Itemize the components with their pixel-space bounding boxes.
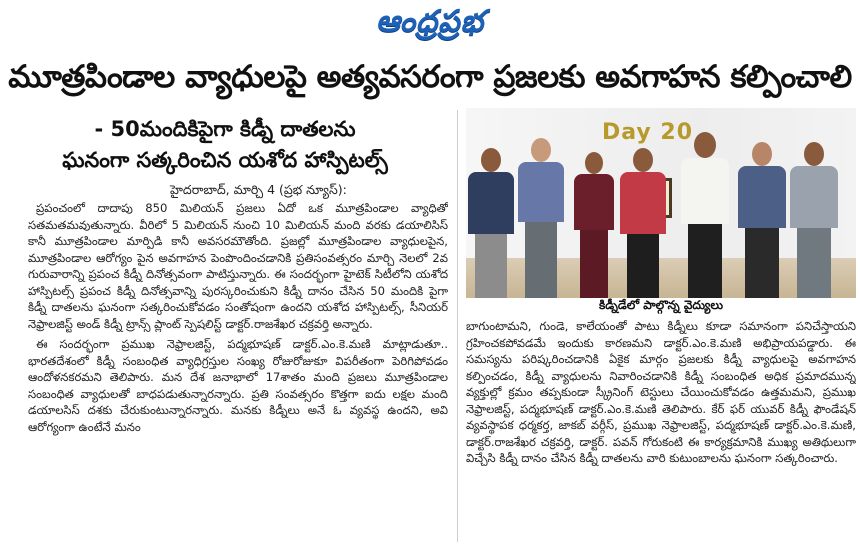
article-right-column bbox=[466, 318, 856, 544]
newspaper-logo: ఆంధ్రప్రభ bbox=[375, 4, 485, 39]
person-figure bbox=[680, 132, 730, 298]
paragraph: బాగుంటామని, గుండె, కాలేయంతో పాటు కిడ్నీలు కూడా సమానంగా పనిచేస్తాయని గ్రహించకపోవడమే ఇందుకు కారణమని డాక్టర్.ఎం.కె.మణి అభిప్రాయపడ్డారు. ఈ సమస్యను పరిష్కరించడానికి ఏకైక మార్గం ప్రజలకు కిడ్నీ వ్యాధులపై అవగాహన కల్పించడం, కిడ్నీ వ్యాధులను నివారించడానికి కిడ్నీ సంబంధిత అధిక ప్రమాదమున్న వ్యక్తుల్లో క్రమం తప్పకుండా స్క్రీనింగ్ టెస్టులు చేయించుకోవడం ఉత్తమమని, ప్రముఖ నెఫ్రాలజిస్ట్, పద్మభూషణ్ డాక్టర్.ఎం.కె.మణి తెలిపారు. కేర్ ఫర్ యువర్ కిడ్నీ ఫౌండేషన్ వ్యవస్థాపక ధర్మకర్త, జాకబ్ వర్గీస్, ప్రముఖ నెఫ్రాలజిస్ట్, పద్మభూషణ్ డాక్టర్.ఎం.కె.మణి, డాక్టర్.రాజశేఖర చక్రవర్తి, డాక్టర్. పవన్ గోరుకంటి ఈ కార్యక్రమానికి ముఖ్య అతిథులుగా విచ్చేసి కిడ్నీ దానం చేసిన కిడ్నీ దాతలను వారి కుటుంబాలను ఘనంగా సత్కరించారు. bbox=[466, 319, 856, 465]
masthead bbox=[0, 0, 860, 50]
person-figure bbox=[466, 148, 516, 298]
column-divider bbox=[457, 110, 458, 542]
article-left-column bbox=[28, 200, 448, 544]
article-headline: మూత్రపిండాల వ్యాధులపై అత్యవసరంగా ప్రజలకు అవగాహన కల్పించాలి bbox=[8, 58, 852, 95]
photo-caption: కిడ్నీడేలో పాల్గొన్న వైద్యులు bbox=[598, 298, 724, 312]
subhead-line-1: - 50మందికిపైగా కిడ్నీ దాతలను bbox=[94, 117, 356, 141]
person-figure bbox=[736, 142, 788, 298]
person-figure bbox=[618, 148, 668, 298]
article-subhead bbox=[0, 114, 450, 176]
paragraph: ఈ సందర్భంగా ప్రముఖ నెఫ్రాలజిస్ట్, పద్మభూషణ్ డాక్టర్.ఎం.కె.మణి మాట్లాడుతూ.. భారతదేశంలో కిడ్నీ సంబంధిత వ్యాధిగ్రస్తుల సంఖ్య రోజురోజుకూ విపరీతంగా పెరిగిపోవడం ఆందోళనకరమని తెలిపారు. మన దేశ జనాభాలో 17శాతం మంది ప్రజలు మూత్రపిండాల సంబంధిత వ్యాధులతో బాధపడుతున్నారన్నారు. ప్రతి సంవత్సరం కొత్తగా ఐదు లక్షల మంది డయాలసిస్ దశకు చేరుకుంటున్నారన్నారు. మనకు కిడ్నీలు అనే ఓ వ్యవస్థ ఉందని, అవి ఆరోగ్యంగా ఉంటేనే మనం bbox=[28, 337, 448, 434]
person-figure bbox=[572, 152, 616, 298]
event-photo bbox=[466, 108, 856, 298]
paragraph: ప్రపంచంలో దాదాపు 850 మిలియన్ ప్రజలు ఏదో ఒక మూత్రపిండాల వ్యాధితో సతమతమవుతున్నారు. వీరిలో 5 మిలియన్ నుంచి 10 మిలియన్ మంది వరకు డయాలిసిస్ కానీ మూత్రపిండాల మార్పిడి కానీ అవసరమౌతోంది. ప్రజల్లో మూత్రపిండాల వ్యాధులపైన, మూత్రపిండాల ఆరోగ్యం పైన అవగాహన పెంపొందించడానికి ప్రతిసంవత్సరం మార్చి నెలలో 2వ గురువారాన్ని ప్రపంచ కిడ్నీ దినోత్సవంగా పాటిస్తున్నారు. ఈ సందర్భంగా హైటెక్ సిటీలోని యశోద హాస్పిటల్స్ ప్రపంచ కిడ్నీ దినోత్సవాన్ని పురస్కరించుకుని కిడ్నీ దానం చేసిన 50 మందికి పైగా కిడ్నీ దాతలను ఘనంగా సత్కరించుకోవడం సంతోషంగా ఉందని యశోద హాస్పిటల్స్, సీనియర్ నెఫ్రాలజిస్ట్ అండ్ కిడ్నీ ట్రాన్స్ ప్లాంట్ స్పెషలిస్ట్ డాక్టర్.రాజశేఖర చక్రవర్తి అన్నారు. bbox=[28, 201, 448, 331]
subhead-line-2: ఘనంగా సత్కరించిన యశోద హాస్పిటల్స్ bbox=[62, 148, 388, 172]
photo-banner-text: Day 20 bbox=[602, 120, 694, 145]
article-dateline: హైదరాబాద్, మార్చి 4 (ప్రభ న్యూస్): bbox=[170, 182, 347, 197]
person-figure bbox=[516, 138, 566, 298]
person-figure bbox=[788, 142, 840, 298]
